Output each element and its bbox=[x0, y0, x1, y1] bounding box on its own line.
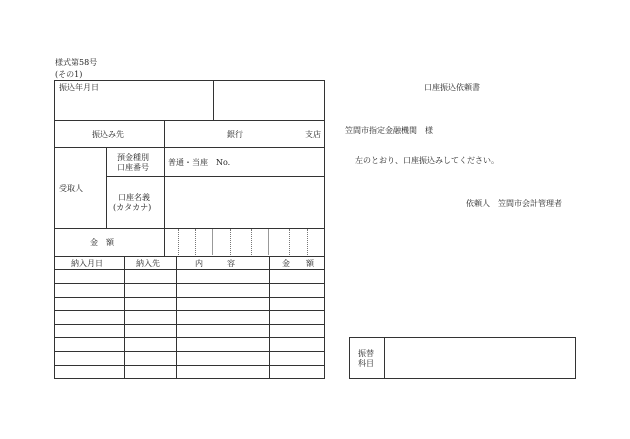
table-column-divider bbox=[176, 256, 177, 379]
form-sub-number: (その1) bbox=[55, 70, 83, 79]
table-row bbox=[54, 283, 325, 284]
amount-digit-separator bbox=[212, 229, 213, 255]
amount-digit-separator bbox=[230, 229, 231, 255]
request-message: 左のとおり、口座振込みしてください。 bbox=[355, 156, 499, 165]
account-subject-label-1: 振替 bbox=[358, 349, 374, 358]
table-header-payment-date: 納入月日 bbox=[71, 259, 103, 268]
table-row bbox=[54, 365, 325, 366]
table-row bbox=[54, 351, 325, 352]
table-row bbox=[54, 297, 325, 298]
divider bbox=[54, 228, 325, 229]
account-number-label: 口座番号 bbox=[117, 163, 149, 172]
table-row bbox=[54, 337, 325, 338]
account-no-label: No. bbox=[216, 158, 231, 167]
divider bbox=[54, 256, 325, 257]
payee-label: 受取人 bbox=[59, 184, 83, 193]
account-name-kana-label: (カタカナ) bbox=[113, 203, 152, 212]
request-title: 口座振込依頼書 bbox=[424, 83, 480, 92]
divider bbox=[106, 176, 325, 177]
amount-digit-separator bbox=[268, 229, 269, 255]
divider bbox=[384, 337, 385, 379]
account-type-label: 預金種別 bbox=[117, 153, 149, 162]
request-addressee: 笠間市指定金融機関 様 bbox=[345, 126, 433, 135]
table-header-content: 内 容 bbox=[195, 259, 235, 268]
amount-digit-separator bbox=[251, 229, 252, 255]
amount-label: 金 額 bbox=[90, 238, 114, 247]
table-row bbox=[54, 324, 325, 325]
divider bbox=[54, 147, 325, 148]
account-type-options: 普通・当座 bbox=[168, 158, 208, 167]
transfer-destination-label: 振込み先 bbox=[92, 130, 124, 139]
requester: 依頼人 笠間市会計管理者 bbox=[466, 199, 562, 208]
account-name-label: 口座名義 bbox=[118, 193, 150, 202]
table-row bbox=[54, 310, 325, 311]
form-number: 様式第58号 bbox=[55, 58, 98, 67]
divider bbox=[106, 147, 107, 228]
bank-label: 銀行 bbox=[227, 130, 243, 139]
amount-digit-separator bbox=[289, 229, 290, 255]
table-column-divider bbox=[124, 256, 125, 379]
amount-digit-separator bbox=[307, 229, 308, 255]
amount-digit-separator bbox=[195, 229, 196, 255]
amount-digit-separator bbox=[178, 229, 179, 255]
account-subject-label-2: 科目 bbox=[358, 359, 374, 368]
divider bbox=[213, 80, 214, 120]
transfer-form bbox=[54, 80, 325, 379]
table-row bbox=[54, 269, 325, 270]
branch-label: 支店 bbox=[305, 130, 321, 139]
divider bbox=[164, 120, 165, 256]
table-header-amount: 金 額 bbox=[282, 259, 314, 268]
table-column-divider bbox=[269, 256, 270, 379]
transfer-date-label: 振込年月日 bbox=[59, 83, 99, 92]
table-header-payment-destination: 納入先 bbox=[136, 259, 160, 268]
divider bbox=[54, 120, 325, 121]
